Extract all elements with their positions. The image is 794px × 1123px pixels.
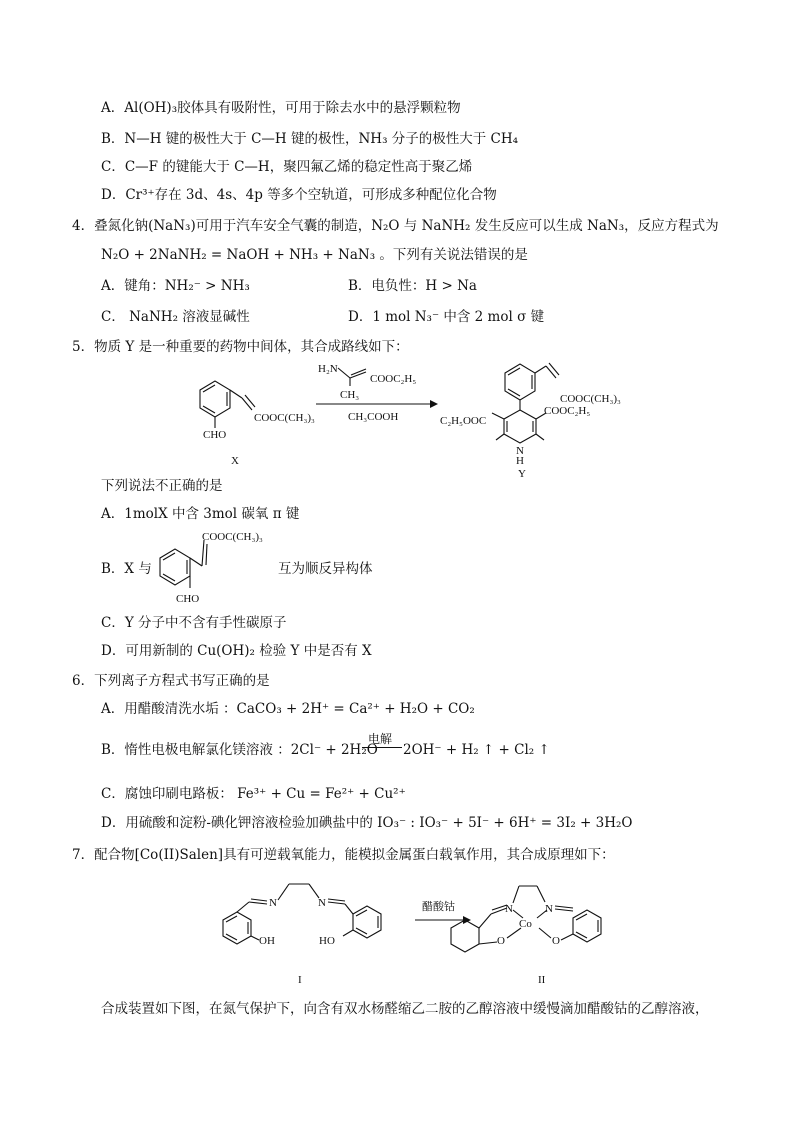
q6-option-c: C．腐蚀印刷电路板： Fe³⁺ + Cu = Fe²⁺ + Cu²⁺	[101, 786, 406, 802]
y-left: C₂H₅OOC	[440, 415, 487, 427]
ii-co: Co	[519, 918, 532, 930]
q4-option-c: C． NaNH₂ 溶液显碱性	[101, 309, 250, 325]
reagent-ch3: CH₃	[340, 389, 360, 401]
i-n1: N	[269, 897, 277, 909]
q7-synthesis-scheme	[215, 872, 615, 992]
reagent-nh2: H₂N	[318, 363, 338, 375]
label-i: I	[298, 974, 302, 986]
ii-o2: O	[552, 935, 560, 947]
q7-tail: 合成装置如下图，在氮气保护下，向含有双水杨醛缩乙二胺的乙醇溶液中缓慢滴加醋酸钴的乙醇溶液，	[101, 1001, 709, 1017]
i-n2: N	[318, 897, 326, 909]
q4-option-a: A．键角：NH₂⁻ > NH₃	[101, 278, 250, 294]
x-cho: CHO	[203, 429, 227, 441]
b-ester: COOC(CH₃)₃	[202, 531, 263, 543]
q6-option-a: A．用醋酸清洗水垢 ：CaCO₃ + 2H⁺ = Ca²⁺ + H₂O + CO₂	[101, 701, 475, 717]
i-oh2: HO	[319, 935, 335, 947]
q5-option-b-prefix: B．X 与	[101, 561, 152, 577]
y-ester2: COOC₂H₅	[544, 405, 591, 417]
b-cho: CHO	[176, 593, 200, 605]
x-label: X	[231, 455, 239, 467]
q4-stem: 4．叠氮化钠(NaN₃)可用于汽车安全气囊的制造，N₂O 与 NaNH₂ 发生反应可以生成 NaN₃，反应方程式为	[72, 218, 719, 234]
q3-option-b: B．N—H 键的极性大于 C—H 键的极性，NH₃ 分子的极性大于 CH₄	[101, 131, 519, 147]
reagent-ester: COOC₂H₅	[370, 373, 417, 385]
q6-option-b-condition: 电解	[368, 732, 393, 746]
q5-option-d: D．可用新制的 Cu(OH)₂ 检验 Y 中是否有 X	[101, 643, 372, 659]
q7-stem: 7．配合物[Co(II)Salen]具有可逆载氧能力，能模拟金属蛋白载氧作用，其合成原理如下：	[72, 847, 615, 863]
y-ester1: COOC(CH₃)₃	[560, 393, 621, 405]
q6-stem: 6．下列离子方程式书写正确的是	[72, 673, 270, 689]
q4-option-b: B．电负性：H > Na	[348, 278, 477, 294]
q3-option-d: D．Cr³⁺存在 3d、4s、4p 等多个空轨道，可形成多种配位化合物	[101, 187, 497, 203]
q5-option-b-structure	[148, 530, 288, 610]
x-ester: COOC(CH₃)₃	[254, 412, 315, 424]
q4-option-d: D．1 mol N₃⁻ 中含 2 mol σ 键	[348, 309, 545, 325]
q6-option-d: D．用硫酸和淀粉-碘化钾溶液检验加碘盐中的 IO₃⁻ : IO₃⁻ + 5I⁻ + 6H⁺ = 3I₂ + 3H₂O	[101, 815, 633, 831]
q5-option-c: C．Y 分子中不含有手性碳原子	[101, 615, 287, 631]
q6-option-b-post: 2OH⁻ + H₂ ↑ + Cl₂ ↑	[403, 742, 550, 758]
ii-o1: O	[497, 935, 505, 947]
ii-n1: N	[505, 903, 513, 915]
ii-n2: N	[545, 903, 553, 915]
q5-synthesis-scheme	[170, 358, 650, 480]
q3-option-c: C．C—F 的键能大于 C—H，聚四氟乙烯的稳定性高于聚乙烯	[101, 159, 473, 175]
q5-option-b-suffix: 互为顺反异构体	[278, 561, 373, 577]
q5-option-a: A．1molX 中含 3mol 碳氧 π 键	[101, 506, 300, 522]
y-h: H	[516, 455, 524, 467]
label-ii: II	[538, 974, 546, 986]
q3-option-a: A．Al(OH)₃胶体具有吸附性，可用于除去水中的悬浮颗粒物	[101, 100, 461, 116]
q6-option-b-pre: B．惰性电极电解氯化镁溶液 ：2Cl⁻ + 2H₂O	[101, 742, 378, 758]
reagent-acid: CH₃COOH	[348, 411, 399, 423]
y-n: N	[516, 445, 524, 457]
q5-stem: 5．物质 Y 是一种重要的药物中间体，其合成路线如下：	[72, 339, 409, 355]
q7-reagent: 醋酸钴	[422, 901, 455, 913]
q5-prompt: 下列说法不正确的是	[101, 478, 223, 494]
q4-equation: N₂O + 2NaNH₂ = NaOH + NH₃ + NaN₃ 。下列有关说法错误的是	[101, 247, 528, 263]
q6-condition-line	[362, 747, 402, 748]
i-oh1: OH	[259, 935, 275, 947]
y-label: Y	[518, 468, 526, 480]
